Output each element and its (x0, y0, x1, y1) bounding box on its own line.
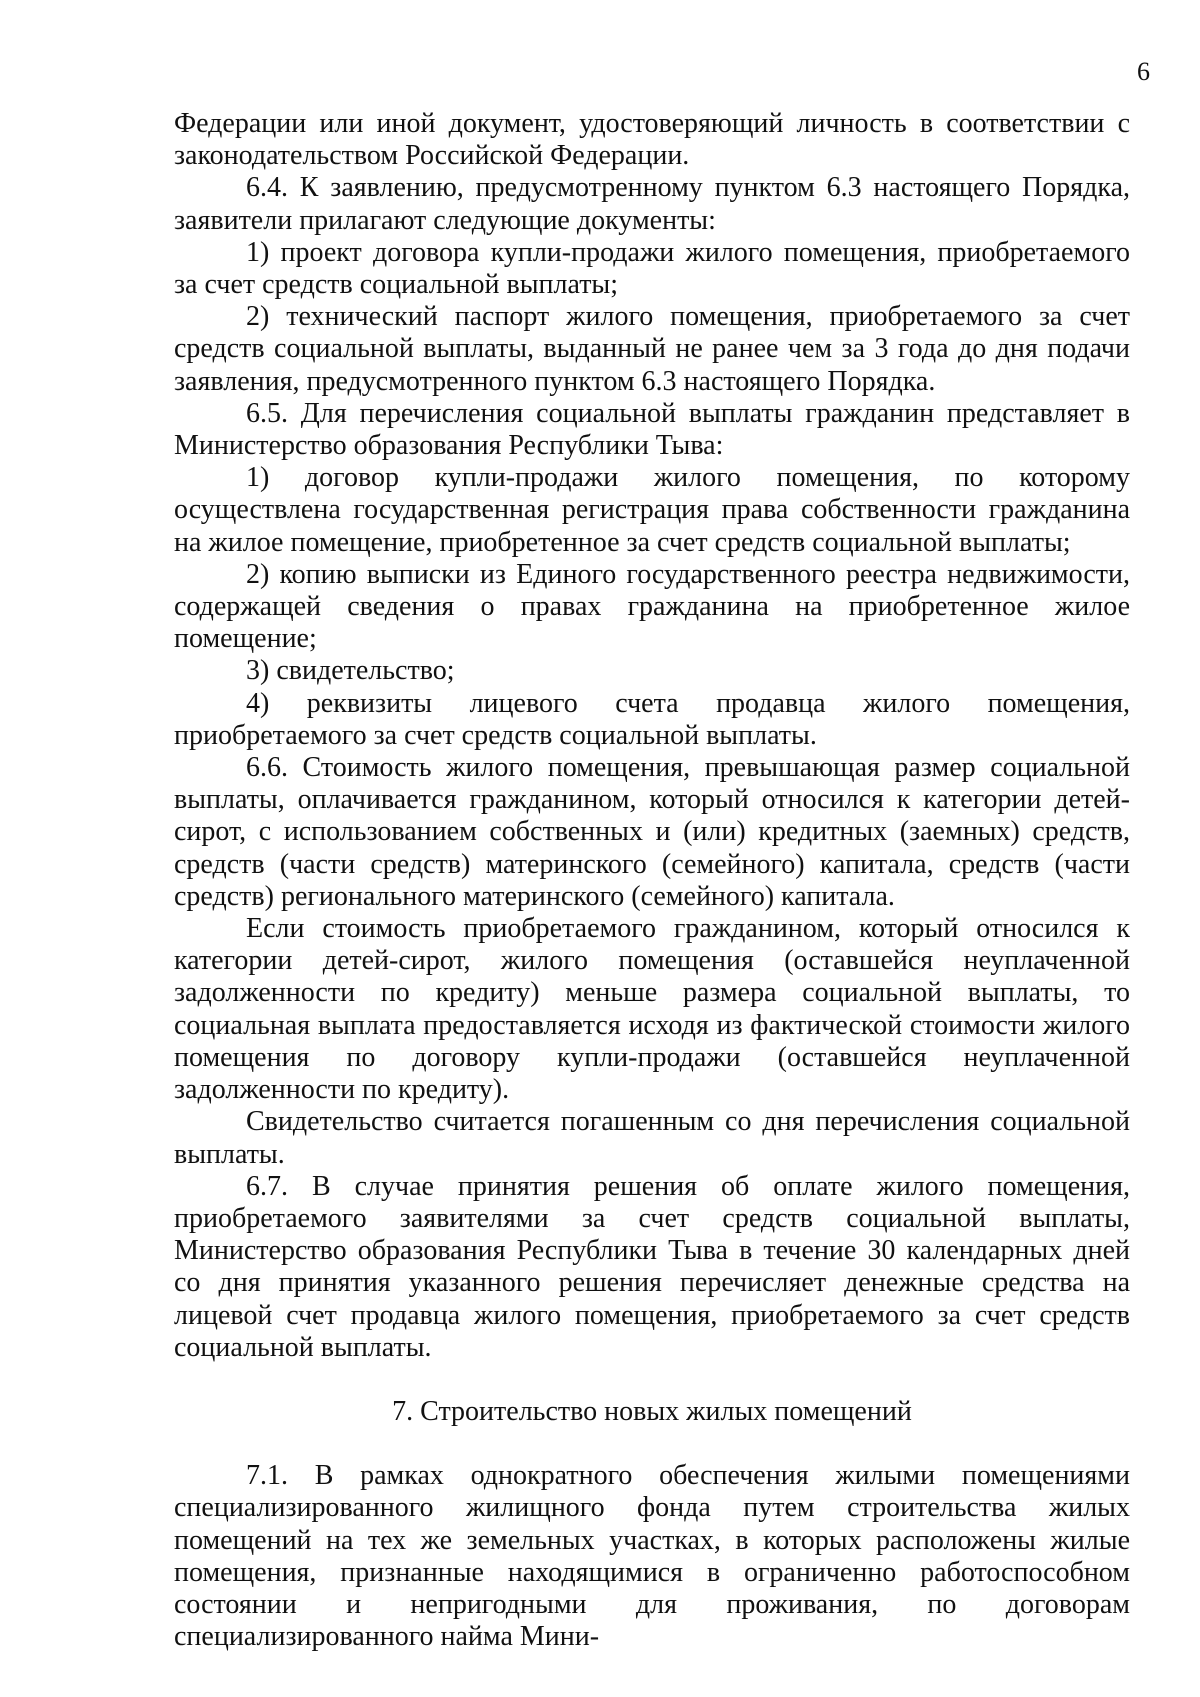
paragraph: Если стоимость приобретаемого гражданином, который относился к категории детей-сирот, жилого помещения (оставшейся неуплаченной задолженности по кредиту) меньше размера социальной выплаты, то социальная выплата предоставляется исходя из фактической стоимости жилого помещения по договору купли-продажи (оставшейся неуплаченной задолженности по кредиту). (174, 913, 1130, 1106)
paragraph: Свидетельство считается погашенным со дня перечисления социальной выплаты. (174, 1106, 1130, 1170)
paragraph-6-6: 6.6. Стоимость жилого помещения, превышающая размер социальной выплаты, оплачивается гражданином, который относился к категории детей-сирот, с использованием собственных и (или) кредитных (заемных) средств, средств (части средств) материнского (семейного) капитала, средств (части средств) регионального материнского (семейного) капитала. (174, 752, 1130, 912)
paragraph: Федерации или иной документ, удостоверяющий личность в соответствии с законодательством Российской Федерации. (174, 108, 1130, 172)
paragraph-6-7: 6.7. В случае принятия решения об оплате жилого помещения, приобретаемого заявителями за счет средств социальной выплаты, Министерство образования Республики Тыва в течение 30 календарных дней со дня принятия указанного решения перечисляет денежные средства на лицевой счет продавца жилого помещения, приобретаемого за счет средств социальной выплаты. (174, 1170, 1130, 1363)
paragraph-6-4: 6.4. К заявлению, предусмотренному пунктом 6.3 настоящего Порядка, заявители прилагают следующие документы: (174, 172, 1130, 236)
page-number: 6 (1137, 57, 1150, 86)
paragraph-7-1: 7.1. В рамках однократного обеспечения жилыми помещениями специализированного жилищного фонда путем строительства жилых помещений на тех же земельных участках, в которых расположены жилые помещения, признанные находящимися в ограниченно работоспособном состоянии и непригодными для проживания, по договорам специализированного найма Мини- (174, 1460, 1130, 1653)
paragraph-6-5: 6.5. Для перечисления социальной выплаты гражданин представляет в Министерство образования Республики Тыва: (174, 397, 1130, 462)
list-item: 1) проект договора купли-продажи жилого помещения, приобретаемого за счет средств социальной выплаты; (174, 236, 1130, 301)
list-item: 4) реквизиты лицевого счета продавца жилого помещения, приобретаемого за счет средств социальной выплаты. (174, 687, 1130, 751)
list-item: 2) копию выписки из Единого государственного реестра недвижимости, содержащей сведения о правах гражданина на приобретенное жилое помещение; (174, 558, 1130, 655)
document-body (174, 108, 1130, 1653)
list-item: 3) свидетельство; (246, 655, 455, 687)
list-item: 1) договор купли-продажи жилого помещения, по которому осуществлена государственная регистрация права собственности гражданина на жилое помещение, приобретенное за счет средств социальной выплаты; (174, 462, 1130, 558)
list-item: 2) технический паспорт жилого помещения, приобретаемого за счет средств социальной выплаты, выданный не ранее чем за 3 года до дня подачи заявления, предусмотренного пунктом 6.3 настоящего Порядка. (174, 301, 1130, 397)
section-heading: 7. Строительство новых жилых помещений (392, 1395, 912, 1427)
